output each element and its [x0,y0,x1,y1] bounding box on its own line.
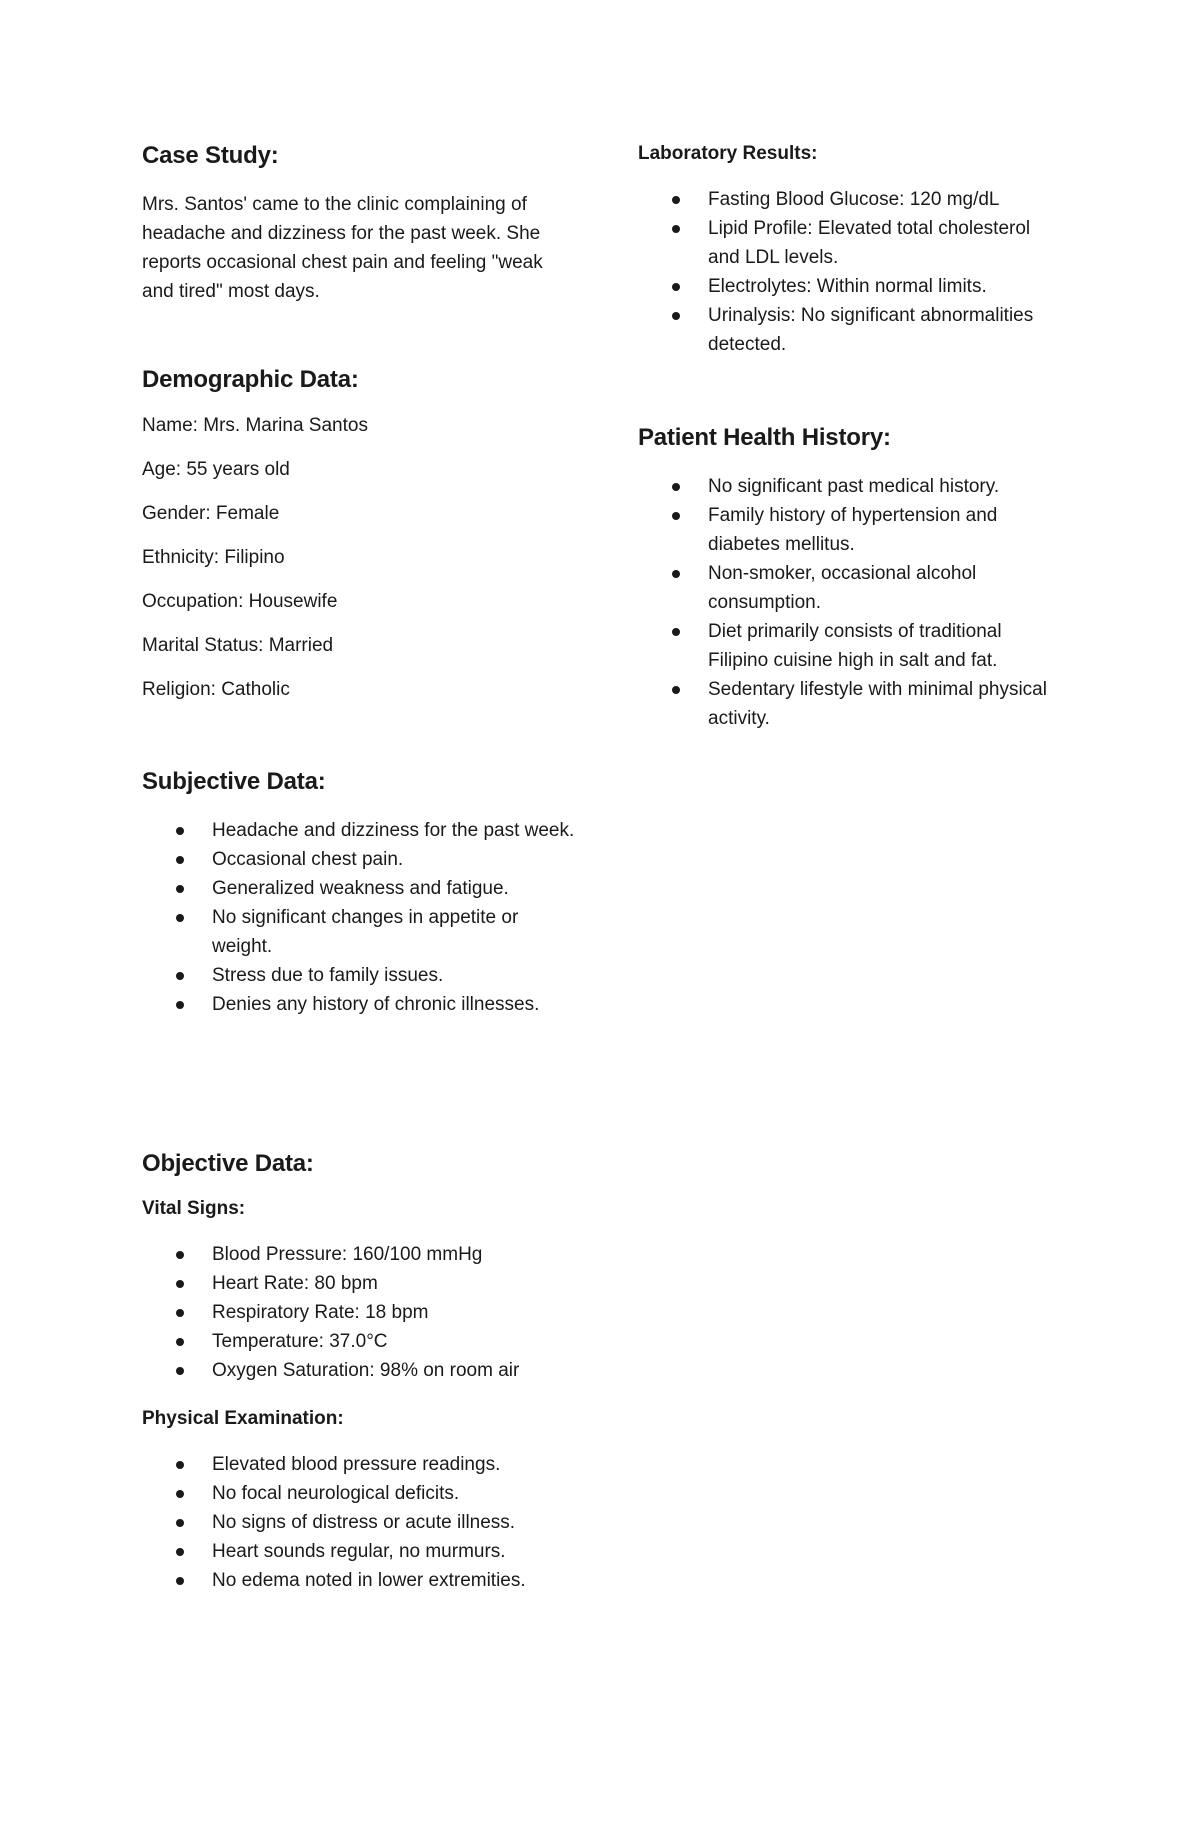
physical-exam-list [142,1450,582,1595]
list-item: Occasional chest pain. [142,845,582,874]
list-item: Denies any history of chronic illnesses. [142,990,582,1019]
list-item: Lipid Profile: Elevated total cholesterol and LDL levels. [638,214,1058,272]
laboratory-list [638,185,1058,359]
list-item: Sedentary lifestyle with minimal physical activity. [638,675,1058,733]
list-item: Diet primarily consists of traditional Filipino cuisine high in salt and fat. [638,617,1058,675]
list-item: Oxygen Saturation: 98% on room air [142,1356,582,1385]
list-item: Heart Rate: 80 bpm [142,1269,582,1298]
list-item: Elevated blood pressure readings. [142,1450,582,1479]
demographic-religion: Religion: Catholic [142,679,290,700]
demographic-name: Name: Mrs. Marina Santos [142,415,368,436]
list-item: No edema noted in lower extremities. [142,1566,582,1595]
case-study-text: Mrs. Santos' came to the clinic complaining of headache and dizziness for the past week. She reports occasional chest pain and feeling "weak and tired" most days. [142,194,543,302]
subjective-heading: Subjective Data: [142,768,326,795]
list-item: No focal neurological deficits. [142,1479,582,1508]
demographic-ethnicity: Ethnicity: Filipino [142,547,285,568]
list-item: Blood Pressure: 160/100 mmHg [142,1240,582,1269]
demographic-marital-status: Marital Status: Married [142,635,334,656]
list-item: Electrolytes: Within normal limits. [638,272,1058,301]
list-item: No significant changes in appetite or weight. [142,903,582,961]
vital-signs-list [142,1240,582,1385]
demographic-heading: Demographic Data: [142,366,359,393]
list-item: No signs of distress or acute illness. [142,1508,582,1537]
list-item: Headache and dizziness for the past week. [142,816,582,845]
health-history-list [638,472,1058,733]
list-item: Fasting Blood Glucose: 120 mg/dL [638,185,1058,214]
demographic-occupation: Occupation: Housewife [142,591,338,612]
list-item: Temperature: 37.0°C [142,1327,582,1356]
subjective-list [142,816,582,1019]
list-item: Stress due to family issues. [142,961,582,990]
list-item: Family history of hypertension and diabetes mellitus. [638,501,1058,559]
vital-signs-heading: Vital Signs: [142,1198,246,1219]
objective-heading: Objective Data: [142,1150,314,1177]
case-study-heading: Case Study: [142,142,279,169]
demographic-age: Age: 55 years old [142,459,290,480]
list-item: Heart sounds regular, no murmurs. [142,1537,582,1566]
physical-exam-heading: Physical Examination: [142,1408,344,1429]
laboratory-heading: Laboratory Results: [638,143,818,164]
list-item: Respiratory Rate: 18 bpm [142,1298,582,1327]
list-item: No significant past medical history. [638,472,1058,501]
list-item: Generalized weakness and fatigue. [142,874,582,903]
list-item: Non-smoker, occasional alcohol consumption. [638,559,1058,617]
list-item: Urinalysis: No significant abnormalities detected. [638,301,1058,359]
health-history-heading: Patient Health History: [638,424,891,451]
demographic-gender: Gender: Female [142,503,280,524]
